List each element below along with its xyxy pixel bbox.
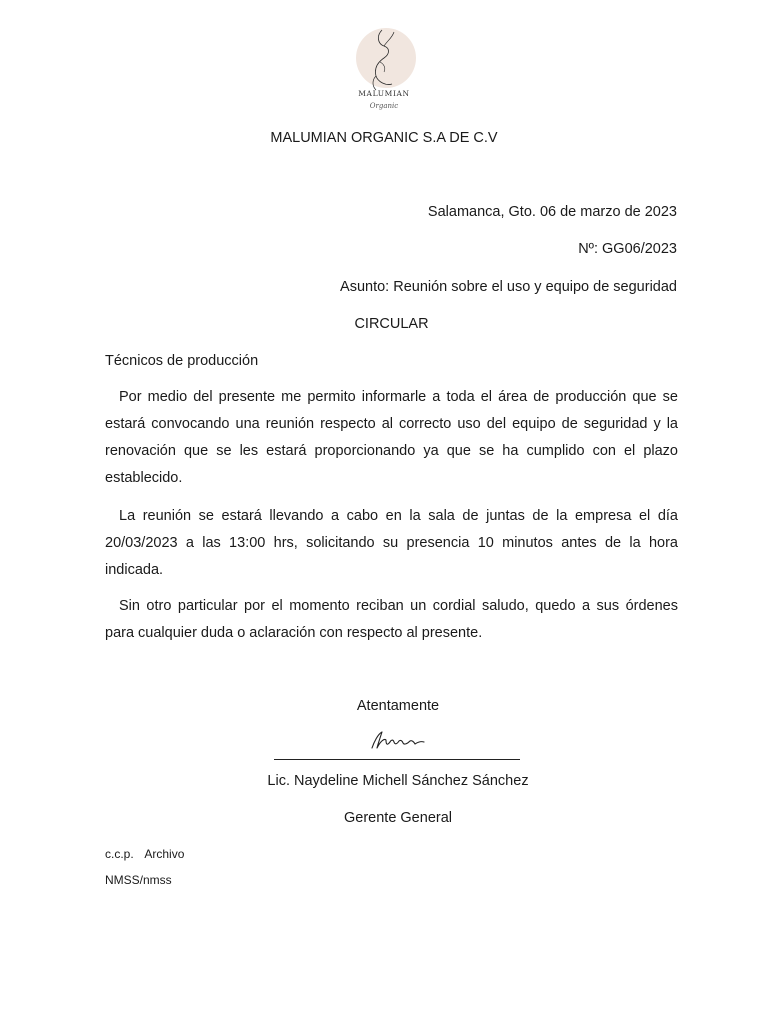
signer-name: Lic. Naydeline Michell Sánchez Sánchez bbox=[267, 773, 529, 789]
signer-title: Gerente General bbox=[343, 810, 452, 826]
logo-brand-text: MALUMIAN bbox=[358, 89, 410, 98]
subject-line: Asunto: Reunión sobre el uso y equipo de seguridad bbox=[340, 279, 677, 295]
closing-salutation: Atentamente bbox=[356, 698, 440, 714]
logo-script-text: Organic bbox=[369, 102, 399, 110]
company-logo bbox=[346, 18, 422, 122]
signature-line bbox=[274, 759, 520, 760]
company-name: MALUMIAN ORGANIC S.A DE C.V bbox=[270, 130, 498, 146]
reference-initials: NMSS/nmss bbox=[105, 873, 172, 887]
body-paragraph: Por medio del presente me permito informarle a toda el área de producción que se estará convocando una reunión respecto al correcto uso del equipo de seguridad y la renovación que se les estará proporcionando ya que se ha cumplido con el plazo establecido. bbox=[105, 389, 678, 486]
body-paragraph: La reunión se estará llevando a cabo en la sala de juntas de la empresa el día 20/03/2023 a las 13:00 hrs, solicitando su presencia 10 minutos antes de la hora indicada. bbox=[105, 508, 678, 578]
document-number: Nº: GG06/2023 bbox=[578, 241, 677, 257]
recipient: Técnicos de producción bbox=[105, 353, 259, 369]
ccp-label: c.c.p. bbox=[105, 847, 134, 861]
ccp-value: Archivo bbox=[144, 847, 185, 861]
place-date: Salamanca, Gto. 06 de marzo de 2023 bbox=[427, 204, 677, 220]
body-paragraph: Sin otro particular por el momento reciban un cordial saludo, quedo a sus órdenes para cualquier duda o aclaración con respecto al presente. bbox=[105, 598, 678, 641]
carbon-copy bbox=[105, 847, 184, 861]
signature bbox=[360, 724, 440, 754]
document-type: CIRCULAR bbox=[354, 316, 429, 332]
